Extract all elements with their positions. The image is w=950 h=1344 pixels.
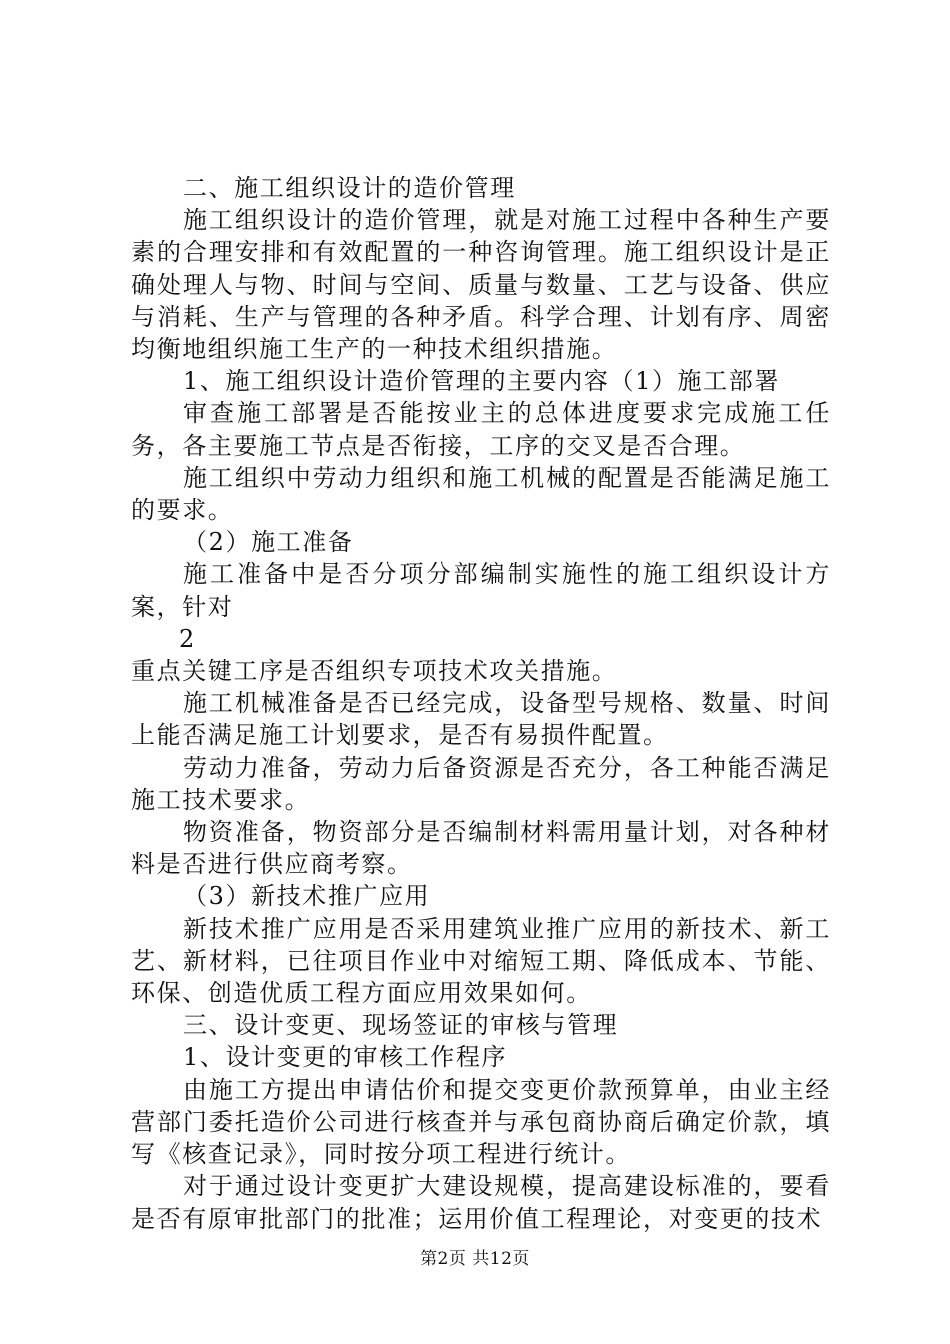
paragraph: 施工准备中是否分项分部编制实施性的施工组织设计方案，针对 [131, 560, 831, 621]
paragraph: 物资准备，物资部分是否编制材料需用量计划，对各种材料是否进行供应商考察。 [131, 818, 831, 879]
section-heading: 二、施工组织设计的造价管理 [183, 174, 516, 202]
subsection-heading: 1、设计变更的审核工作程序 [183, 1043, 508, 1072]
paragraph: 重点关键工序是否组织专项技术攻关措施。 [131, 657, 618, 686]
inline-page-number: 2 [179, 624, 196, 653]
paragraph: 审查施工部署是否能按业主的总体进度要求完成施工任务，各主要施工节点是否衔接，工序的交叉是否合理。 [131, 399, 831, 460]
paragraph: 施工组织设计的造价管理，就是对施工过程中各种生产要素的合理安排和有效配置的一种咨询管理。施工组织设计是正确处理人与物、时间与空间、质量与数量、工艺与设备、供应与消耗、生产与管理的各种矛盾。科学合理、计划有序、周密均衡地组织施工生产的一种技术组织措施。 [131, 206, 831, 364]
document-body [131, 172, 831, 1235]
paragraph: 施工组织中劳动力组织和施工机械的配置是否能满足施工的要求。 [131, 463, 831, 525]
subsection-heading: （3）新技术推广应用 [183, 882, 431, 911]
section-heading: 三、设计变更、现场签证的审核与管理 [183, 1011, 619, 1040]
paragraph: 新技术推广应用是否采用建筑业推广应用的新技术、新工艺、新材料，已往项目作业中对缩短工期、降低成本、节能、环保、创造优质工程方面应用效果如何。 [131, 914, 831, 1008]
subsection-heading: （2）施工准备 [183, 528, 354, 557]
paragraph: 由施工方提出申请估价和提交变更价款预算单，由业主经营部门委托造价公司进行核查并与承包商协商后确定价款，填写《核查记录》，同时按分项工程进行统计。 [131, 1075, 831, 1169]
subsection-heading: 1、施工组织设计造价管理的主要内容（1）施工部署 [183, 367, 780, 396]
paragraph: 对于通过设计变更扩大建设规模，提高建设标准的，要看是否有原审批部门的批准；运用价值工程理论，对变更的技术 [131, 1172, 831, 1233]
paragraph: 施工机械准备是否已经完成，设备型号规格、数量、时间上能否满足施工计划要求，是否有易损件配置。 [131, 689, 831, 750]
page-footer: 第2页 共12页 [420, 1249, 530, 1269]
paragraph: 劳动力准备，劳动力后备资源是否充分，各工种能否满足施工技术要求。 [131, 753, 831, 814]
